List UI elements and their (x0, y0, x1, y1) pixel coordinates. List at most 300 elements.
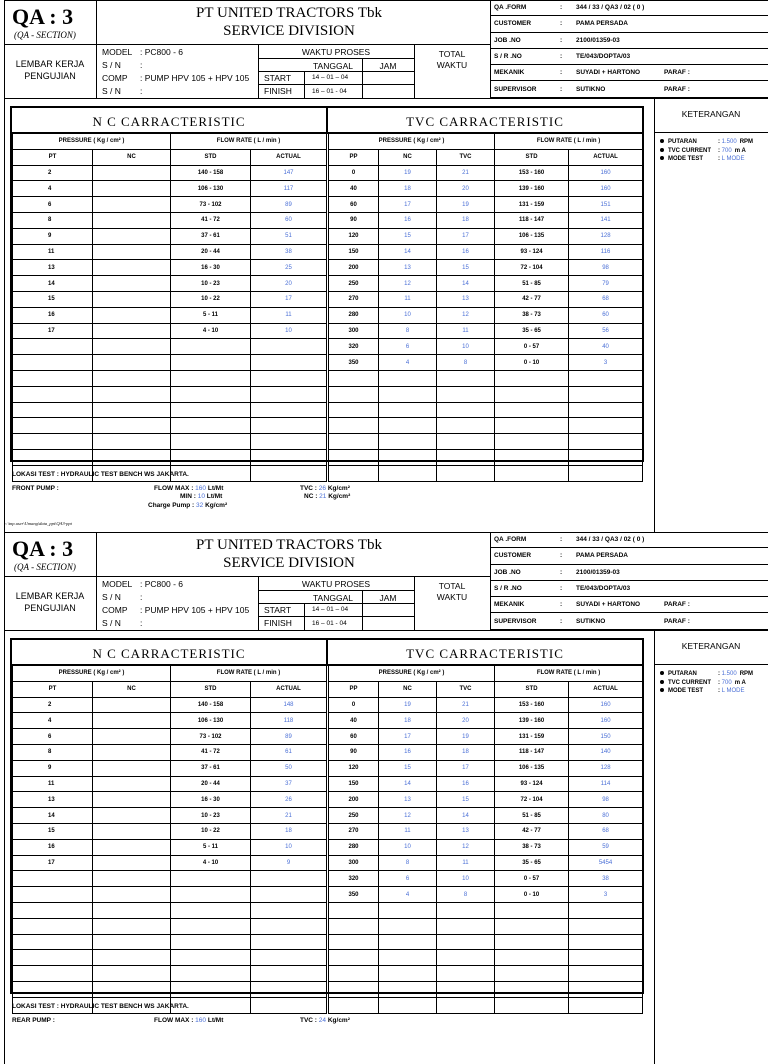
tvc-cell[interactable]: 38 - 73 (495, 839, 569, 855)
tvc-cell[interactable]: 21 (437, 165, 495, 181)
nc-cell[interactable]: 16 - 30 (171, 260, 251, 276)
tvc-cell[interactable] (329, 434, 379, 450)
nc-cell[interactable] (171, 370, 251, 386)
tvc-cell[interactable]: 106 - 135 (495, 760, 569, 776)
nc-cell[interactable] (93, 355, 171, 371)
tvc-cell[interactable]: 3 (569, 887, 643, 903)
tvc-cell[interactable] (379, 402, 437, 418)
nc-cell[interactable]: 89 (251, 197, 327, 213)
tvc-cell[interactable]: 270 (329, 291, 379, 307)
nc-cell[interactable]: 16 - 30 (171, 792, 251, 808)
tvc-cell[interactable]: 116 (569, 244, 643, 260)
tvc-cell[interactable] (379, 934, 437, 950)
nc-cell[interactable]: 148 (251, 697, 327, 713)
tvc-cell[interactable]: 18 (379, 181, 437, 197)
tvc-cell[interactable] (437, 386, 495, 402)
nc-cell[interactable]: 6 (13, 729, 93, 745)
nc-cell[interactable]: 41 - 72 (171, 212, 251, 228)
nc-cell[interactable] (93, 386, 171, 402)
tvc-cell[interactable]: 139 - 160 (495, 181, 569, 197)
tvc-cell[interactable] (495, 902, 569, 918)
nc-cell[interactable]: 41 - 72 (171, 744, 251, 760)
tvc-cell[interactable] (569, 465, 643, 481)
tvc-cell[interactable]: 11 (379, 823, 437, 839)
nc-cell[interactable]: 8 (13, 212, 93, 228)
nc-cell[interactable] (171, 950, 251, 966)
nc-cell[interactable]: 20 - 44 (171, 244, 251, 260)
nc-cell[interactable] (251, 902, 327, 918)
nc-cell[interactable] (93, 418, 171, 434)
tvc-cell[interactable]: 320 (329, 339, 379, 355)
tvc-cell[interactable]: 60 (569, 307, 643, 323)
tvc-cell[interactable] (329, 997, 379, 1013)
tvc-cell[interactable] (495, 966, 569, 982)
nc-cell[interactable]: 13 (13, 260, 93, 276)
tvc-cell[interactable]: 118 - 147 (495, 212, 569, 228)
tvc-cell[interactable]: 0 - 10 (495, 355, 569, 371)
tvc-cell[interactable] (437, 966, 495, 982)
nc-cell[interactable] (251, 966, 327, 982)
tvc-cell[interactable]: 18 (379, 713, 437, 729)
tvc-cell[interactable]: 12 (437, 307, 495, 323)
nc-cell[interactable]: 4 - 10 (171, 323, 251, 339)
nc-cell[interactable] (251, 887, 327, 903)
tvc-cell[interactable]: 17 (379, 729, 437, 745)
tvc-cell[interactable]: 12 (379, 808, 437, 824)
tvc-cell[interactable]: 153 - 160 (495, 165, 569, 181)
nc-cell[interactable] (251, 934, 327, 950)
nc-cell[interactable] (93, 760, 171, 776)
nc-cell[interactable]: 37 - 61 (171, 760, 251, 776)
tvc-cell[interactable]: 51 - 85 (495, 276, 569, 292)
tvc-cell[interactable]: 98 (569, 260, 643, 276)
tvc-cell[interactable] (379, 449, 437, 465)
tvc-cell[interactable]: 68 (569, 291, 643, 307)
tvc-cell[interactable] (379, 918, 437, 934)
tvc-cell[interactable]: 280 (329, 307, 379, 323)
tvc-cell[interactable]: 114 (569, 776, 643, 792)
tvc-cell[interactable]: 200 (329, 792, 379, 808)
tvc-cell[interactable]: 11 (379, 291, 437, 307)
tvc-cell[interactable]: 79 (569, 276, 643, 292)
nc-cell[interactable]: 11 (13, 776, 93, 792)
tvc-cell[interactable] (437, 449, 495, 465)
nc-cell[interactable]: 140 - 158 (171, 165, 251, 181)
nc-cell[interactable] (93, 402, 171, 418)
tvc-cell[interactable]: 300 (329, 323, 379, 339)
tvc-cell[interactable]: 8 (379, 323, 437, 339)
nc-cell[interactable] (13, 370, 93, 386)
nc-cell[interactable]: 140 - 158 (171, 697, 251, 713)
nc-cell[interactable]: 21 (251, 808, 327, 824)
tvc-cell[interactable]: 35 - 65 (495, 323, 569, 339)
tvc-cell[interactable]: 16 (437, 776, 495, 792)
tvc-cell[interactable] (437, 465, 495, 481)
tvc-cell[interactable]: 128 (569, 760, 643, 776)
tvc-cell[interactable] (569, 918, 643, 934)
nc-cell[interactable]: 25 (251, 260, 327, 276)
tvc-cell[interactable]: 17 (437, 228, 495, 244)
nc-cell[interactable]: 106 - 130 (171, 181, 251, 197)
nc-cell[interactable]: 4 - 10 (171, 855, 251, 871)
nc-cell[interactable] (251, 418, 327, 434)
tvc-cell[interactable]: 5454 (569, 855, 643, 871)
tvc-cell[interactable] (569, 997, 643, 1013)
nc-cell[interactable]: 37 (251, 776, 327, 792)
nc-cell[interactable] (13, 402, 93, 418)
tvc-cell[interactable]: 56 (569, 323, 643, 339)
tvc-cell[interactable]: 42 - 77 (495, 291, 569, 307)
tvc-cell[interactable]: 72 - 104 (495, 260, 569, 276)
tvc-cell[interactable] (437, 934, 495, 950)
nc-cell[interactable]: 15 (13, 291, 93, 307)
tvc-cell[interactable] (495, 370, 569, 386)
tvc-cell[interactable]: 15 (437, 792, 495, 808)
tvc-cell[interactable]: 0 - 57 (495, 871, 569, 887)
tvc-cell[interactable]: 0 (329, 697, 379, 713)
nc-cell[interactable] (93, 839, 171, 855)
tvc-cell[interactable] (569, 966, 643, 982)
tvc-cell[interactable]: 280 (329, 839, 379, 855)
tvc-cell[interactable] (569, 449, 643, 465)
nc-cell[interactable]: 17 (251, 291, 327, 307)
tvc-cell[interactable]: 151 (569, 197, 643, 213)
tvc-cell[interactable]: 0 (329, 165, 379, 181)
nc-cell[interactable] (93, 981, 171, 997)
nc-cell[interactable]: 37 - 61 (171, 228, 251, 244)
tvc-cell[interactable] (437, 402, 495, 418)
tvc-cell[interactable] (437, 418, 495, 434)
tvc-cell[interactable]: 40 (569, 339, 643, 355)
tvc-cell[interactable]: 8 (437, 355, 495, 371)
nc-cell[interactable]: 5 - 11 (171, 839, 251, 855)
tvc-cell[interactable] (569, 370, 643, 386)
tvc-cell[interactable]: 350 (329, 355, 379, 371)
tvc-cell[interactable] (329, 966, 379, 982)
tvc-cell[interactable] (329, 449, 379, 465)
nc-cell[interactable] (93, 244, 171, 260)
tvc-cell[interactable]: 15 (379, 228, 437, 244)
tvc-cell[interactable] (437, 902, 495, 918)
tvc-cell[interactable]: 10 (379, 839, 437, 855)
nc-cell[interactable] (93, 307, 171, 323)
tvc-cell[interactable] (379, 902, 437, 918)
tvc-cell[interactable]: 160 (569, 181, 643, 197)
tvc-cell[interactable]: 20 (437, 713, 495, 729)
tvc-cell[interactable] (437, 950, 495, 966)
nc-cell[interactable] (13, 449, 93, 465)
tvc-cell[interactable] (495, 449, 569, 465)
nc-cell[interactable]: 106 - 130 (171, 713, 251, 729)
tvc-cell[interactable]: 120 (329, 228, 379, 244)
nc-cell[interactable]: 16 (13, 307, 93, 323)
nc-cell[interactable]: 18 (251, 823, 327, 839)
tvc-cell[interactable]: 68 (569, 823, 643, 839)
nc-cell[interactable]: 10 (251, 839, 327, 855)
tvc-cell[interactable] (495, 950, 569, 966)
tvc-cell[interactable]: 19 (437, 729, 495, 745)
nc-cell[interactable]: 26 (251, 792, 327, 808)
nc-cell[interactable] (171, 981, 251, 997)
nc-cell[interactable] (171, 934, 251, 950)
tvc-cell[interactable]: 60 (329, 729, 379, 745)
nc-cell[interactable]: 5 - 11 (171, 307, 251, 323)
nc-cell[interactable] (93, 449, 171, 465)
nc-cell[interactable]: 9 (251, 855, 327, 871)
nc-cell[interactable] (171, 871, 251, 887)
nc-cell[interactable] (251, 339, 327, 355)
tvc-cell[interactable]: 4 (379, 355, 437, 371)
tvc-cell[interactable]: 15 (437, 260, 495, 276)
nc-cell[interactable]: 6 (13, 197, 93, 213)
nc-cell[interactable] (13, 918, 93, 934)
nc-cell[interactable] (93, 291, 171, 307)
nc-cell[interactable]: 147 (251, 165, 327, 181)
nc-cell[interactable]: 14 (13, 808, 93, 824)
tvc-cell[interactable]: 12 (437, 839, 495, 855)
tvc-cell[interactable]: 11 (437, 323, 495, 339)
nc-cell[interactable] (93, 165, 171, 181)
nc-cell[interactable]: 8 (13, 744, 93, 760)
tvc-cell[interactable] (495, 997, 569, 1013)
tvc-cell[interactable] (379, 997, 437, 1013)
tvc-cell[interactable]: 11 (437, 855, 495, 871)
tvc-cell[interactable]: 60 (329, 197, 379, 213)
nc-cell[interactable]: 38 (251, 244, 327, 260)
nc-cell[interactable]: 73 - 102 (171, 729, 251, 745)
nc-cell[interactable]: 16 (13, 839, 93, 855)
nc-cell[interactable]: 117 (251, 181, 327, 197)
nc-cell[interactable] (171, 418, 251, 434)
tvc-cell[interactable]: 120 (329, 760, 379, 776)
tvc-cell[interactable]: 40 (329, 181, 379, 197)
nc-cell[interactable] (13, 418, 93, 434)
tvc-cell[interactable] (569, 981, 643, 997)
tvc-cell[interactable]: 19 (379, 697, 437, 713)
nc-cell[interactable] (171, 918, 251, 934)
nc-cell[interactable] (171, 386, 251, 402)
tvc-cell[interactable]: 90 (329, 744, 379, 760)
nc-cell[interactable]: 11 (13, 244, 93, 260)
nc-cell[interactable] (93, 212, 171, 228)
nc-cell[interactable]: 10 - 22 (171, 291, 251, 307)
tvc-cell[interactable]: 35 - 65 (495, 855, 569, 871)
tvc-cell[interactable]: 16 (379, 212, 437, 228)
nc-cell[interactable] (93, 697, 171, 713)
tvc-cell[interactable]: 13 (379, 792, 437, 808)
tvc-cell[interactable] (495, 386, 569, 402)
nc-cell[interactable] (13, 355, 93, 371)
tvc-cell[interactable]: 13 (437, 823, 495, 839)
nc-cell[interactable] (93, 228, 171, 244)
nc-cell[interactable] (13, 934, 93, 950)
tvc-cell[interactable]: 14 (379, 244, 437, 260)
tvc-cell[interactable] (495, 465, 569, 481)
nc-cell[interactable] (13, 981, 93, 997)
tvc-cell[interactable] (379, 950, 437, 966)
nc-cell[interactable] (93, 823, 171, 839)
tvc-cell[interactable]: 98 (569, 792, 643, 808)
nc-cell[interactable]: 20 - 44 (171, 776, 251, 792)
nc-cell[interactable] (93, 339, 171, 355)
tvc-cell[interactable]: 19 (379, 165, 437, 181)
tvc-cell[interactable]: 270 (329, 823, 379, 839)
nc-cell[interactable] (93, 713, 171, 729)
tvc-cell[interactable]: 59 (569, 839, 643, 855)
nc-cell[interactable] (93, 808, 171, 824)
nc-cell[interactable] (251, 950, 327, 966)
tvc-cell[interactable] (379, 418, 437, 434)
tvc-cell[interactable] (379, 434, 437, 450)
nc-cell[interactable] (171, 339, 251, 355)
nc-cell[interactable]: 15 (13, 823, 93, 839)
tvc-cell[interactable] (569, 402, 643, 418)
nc-cell[interactable] (13, 966, 93, 982)
nc-cell[interactable] (93, 950, 171, 966)
tvc-cell[interactable]: 118 - 147 (495, 744, 569, 760)
nc-cell[interactable] (251, 981, 327, 997)
tvc-cell[interactable]: 131 - 159 (495, 197, 569, 213)
nc-cell[interactable] (13, 902, 93, 918)
nc-cell[interactable]: 20 (251, 276, 327, 292)
nc-cell[interactable] (93, 260, 171, 276)
nc-cell[interactable] (93, 181, 171, 197)
nc-cell[interactable] (251, 918, 327, 934)
tvc-cell[interactable] (437, 370, 495, 386)
tvc-cell[interactable] (495, 934, 569, 950)
tvc-cell[interactable]: 139 - 160 (495, 713, 569, 729)
nc-cell[interactable]: 9 (13, 228, 93, 244)
nc-cell[interactable] (93, 323, 171, 339)
nc-cell[interactable] (171, 355, 251, 371)
tvc-cell[interactable] (569, 934, 643, 950)
tvc-cell[interactable]: 21 (437, 697, 495, 713)
tvc-cell[interactable]: 51 - 85 (495, 808, 569, 824)
nc-cell[interactable] (251, 370, 327, 386)
tvc-cell[interactable] (495, 418, 569, 434)
tvc-cell[interactable]: 17 (379, 197, 437, 213)
nc-cell[interactable]: 61 (251, 744, 327, 760)
tvc-cell[interactable]: 20 (437, 181, 495, 197)
tvc-cell[interactable]: 10 (379, 307, 437, 323)
nc-cell[interactable]: 118 (251, 713, 327, 729)
nc-cell[interactable]: 89 (251, 729, 327, 745)
tvc-cell[interactable]: 131 - 159 (495, 729, 569, 745)
tvc-cell[interactable] (329, 981, 379, 997)
tvc-cell[interactable]: 150 (329, 776, 379, 792)
tvc-cell[interactable]: 250 (329, 808, 379, 824)
nc-cell[interactable] (251, 465, 327, 481)
tvc-cell[interactable]: 4 (379, 887, 437, 903)
tvc-cell[interactable]: 15 (379, 760, 437, 776)
tvc-cell[interactable] (329, 918, 379, 934)
nc-cell[interactable]: 17 (13, 855, 93, 871)
nc-cell[interactable]: 10 - 23 (171, 808, 251, 824)
tvc-cell[interactable]: 38 - 73 (495, 307, 569, 323)
tvc-cell[interactable] (495, 434, 569, 450)
tvc-cell[interactable]: 8 (379, 855, 437, 871)
nc-cell[interactable] (171, 902, 251, 918)
tvc-cell[interactable]: 38 (569, 871, 643, 887)
nc-cell[interactable] (251, 386, 327, 402)
tvc-cell[interactable] (569, 418, 643, 434)
tvc-cell[interactable]: 10 (437, 339, 495, 355)
tvc-cell[interactable]: 8 (437, 887, 495, 903)
nc-cell[interactable]: 10 - 22 (171, 823, 251, 839)
tvc-cell[interactable]: 106 - 135 (495, 228, 569, 244)
nc-cell[interactable]: 11 (251, 307, 327, 323)
tvc-cell[interactable]: 150 (569, 729, 643, 745)
tvc-cell[interactable]: 153 - 160 (495, 697, 569, 713)
tvc-cell[interactable] (495, 981, 569, 997)
tvc-cell[interactable] (329, 934, 379, 950)
nc-cell[interactable]: 50 (251, 760, 327, 776)
tvc-cell[interactable]: 250 (329, 276, 379, 292)
nc-cell[interactable] (93, 776, 171, 792)
nc-cell[interactable] (93, 434, 171, 450)
tvc-cell[interactable] (329, 902, 379, 918)
nc-cell[interactable] (13, 887, 93, 903)
nc-cell[interactable] (93, 370, 171, 386)
tvc-cell[interactable]: 200 (329, 260, 379, 276)
tvc-cell[interactable] (329, 402, 379, 418)
tvc-cell[interactable]: 18 (437, 212, 495, 228)
nc-cell[interactable] (251, 402, 327, 418)
tvc-cell[interactable]: 90 (329, 212, 379, 228)
nc-cell[interactable]: 13 (13, 792, 93, 808)
tvc-cell[interactable]: 0 - 10 (495, 887, 569, 903)
tvc-cell[interactable] (329, 386, 379, 402)
nc-cell[interactable] (171, 402, 251, 418)
tvc-cell[interactable]: 320 (329, 871, 379, 887)
tvc-cell[interactable]: 14 (437, 276, 495, 292)
tvc-cell[interactable]: 14 (379, 776, 437, 792)
tvc-cell[interactable] (329, 465, 379, 481)
nc-cell[interactable] (171, 449, 251, 465)
tvc-cell[interactable]: 80 (569, 808, 643, 824)
tvc-cell[interactable] (379, 386, 437, 402)
tvc-cell[interactable] (379, 465, 437, 481)
tvc-cell[interactable] (569, 386, 643, 402)
tvc-cell[interactable] (329, 370, 379, 386)
nc-cell[interactable]: 73 - 102 (171, 197, 251, 213)
tvc-cell[interactable]: 13 (437, 291, 495, 307)
tvc-cell[interactable]: 16 (379, 744, 437, 760)
nc-cell[interactable] (93, 855, 171, 871)
tvc-cell[interactable] (495, 402, 569, 418)
tvc-cell[interactable]: 93 - 124 (495, 244, 569, 260)
nc-cell[interactable] (93, 902, 171, 918)
tvc-cell[interactable]: 72 - 104 (495, 792, 569, 808)
tvc-cell[interactable]: 40 (329, 713, 379, 729)
tvc-cell[interactable] (437, 981, 495, 997)
nc-cell[interactable] (93, 729, 171, 745)
nc-cell[interactable]: 2 (13, 165, 93, 181)
nc-cell[interactable] (251, 355, 327, 371)
tvc-cell[interactable]: 160 (569, 165, 643, 181)
nc-cell[interactable]: 9 (13, 760, 93, 776)
tvc-cell[interactable] (437, 918, 495, 934)
nc-cell[interactable] (171, 966, 251, 982)
tvc-cell[interactable]: 160 (569, 713, 643, 729)
tvc-cell[interactable] (437, 997, 495, 1013)
tvc-cell[interactable]: 6 (379, 871, 437, 887)
nc-cell[interactable] (13, 386, 93, 402)
tvc-cell[interactable] (379, 966, 437, 982)
nc-cell[interactable]: 17 (13, 323, 93, 339)
nc-cell[interactable] (93, 197, 171, 213)
tvc-cell[interactable] (569, 950, 643, 966)
